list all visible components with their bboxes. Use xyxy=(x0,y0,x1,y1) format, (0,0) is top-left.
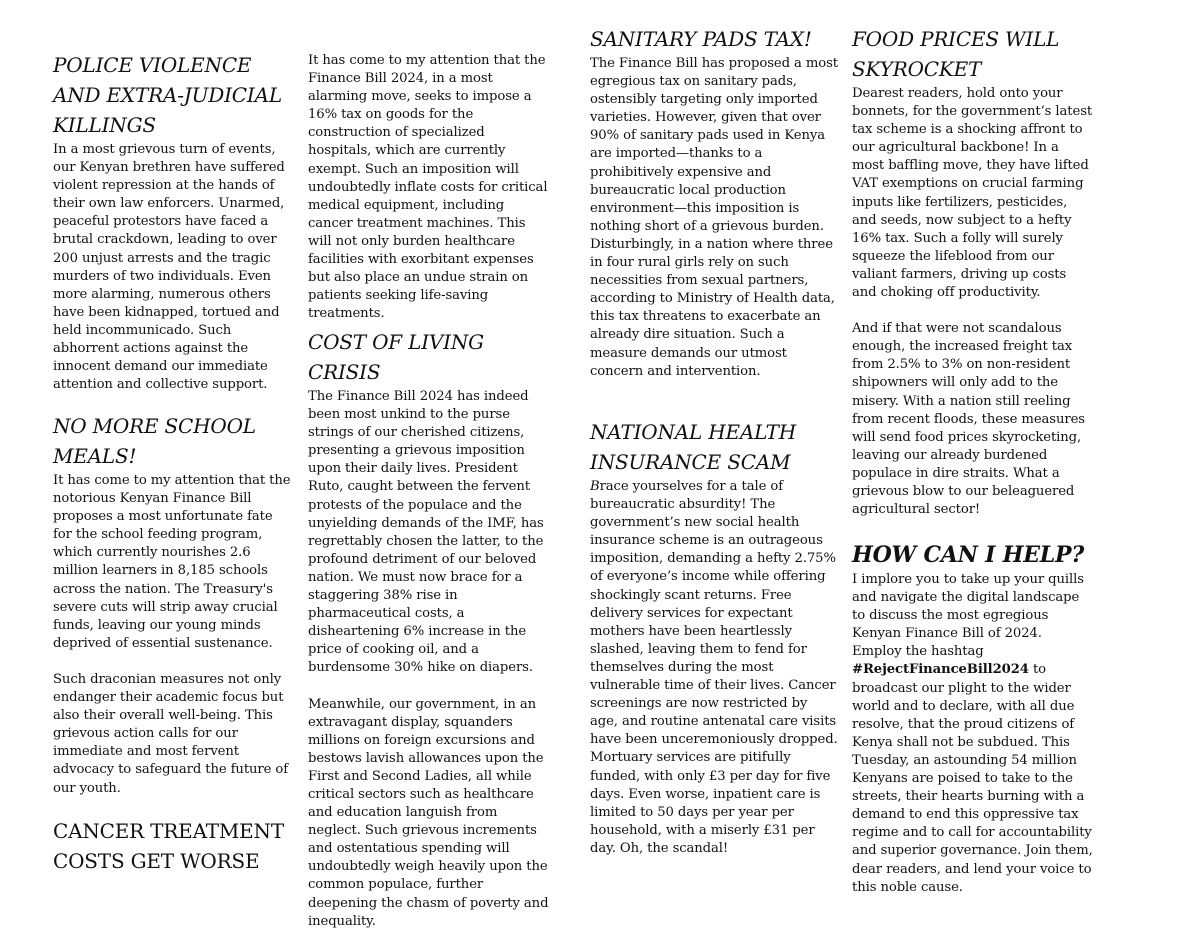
section-how-can-i-help xyxy=(852,540,1094,897)
heading-cost-of-living: COST OF LIVING CRISIS xyxy=(308,330,484,384)
paragraph-sanitary-pads: The Finance Bill has proposed a most egregious tax on sanitary pads, ostensibly targeting only imported varieties. However, given that over 90% of sanitary pads used in Kenya are imported—thanks to a prohibitively expensive and bureaucratic local production environment—this imposition is nothing short of a grievous burden. Disturbingly, in a nation where three in four rural girls rely on such necessities from sexual partners, according to Ministry of Health data, this tax threatens to exacerbate an already dire situation. Such a measure demands our utmost concern and intervention. xyxy=(590,56,838,379)
section-sanitary-pads-tax xyxy=(590,24,838,381)
help-text-after: to broadcast our plight to the wider world and to declare, with all due resolve, that the proud citizens of Kenya shall not be subdued. This Tuesday, an astounding 54 million Kenyans are poised to take to the streets, their hearts burning with a demand to end this oppressive tax regime and to call for accountability and superior governance. Join them, dear readers, and lend your voice to this noble cause. xyxy=(852,662,1093,895)
section-food-prices xyxy=(852,24,1094,519)
paragraph-hospitals: It has come to my attention that the Finance Bill 2024, in a most alarming move, seeks to impose a 16% tax on goods for the construction of specialized hospitals, which are currently exempt. Such an imposition will undoubtedly inflate costs for critical medical equipment, including cancer treatment machines. This will not only burden healthcare facilities with exorbitant expenses but also place an undue strain on patients seeking life-saving treatments. xyxy=(308,53,548,322)
paragraph-cost-of-living-2: Meanwhile, our government, in an extravagant display, squanders millions on foreign excursions and bestows lavish allowances upon the First and Second Ladies, all while critical sectors such as healthcare and education languish from neglect. Such grievous increments and ostentatious spending will undoubtedly weigh heavily upon the common populace, further deepening the chasm of poverty and inequality. xyxy=(308,696,549,929)
heading-sanitary-pads-tax: SANITARY PADS TAX! xyxy=(590,27,812,51)
paragraph-school-meals-1: It has come to my attention that the notorious Kenyan Finance Bill proposes a most unfortunate fate for the school feeding program, which currently nourishes 2.6 million learners in 8,185 schools across the nation. The Treasury's severe cuts will strip away crucial funds, leaving our young minds deprived of essential sustenance. xyxy=(53,473,291,651)
paragraph-food-prices-2: And if that were not scandalous enough, the increased freight tax from 2.5% to 3% on non-resident shipowners will only add to the misery. With a nation still reeling from recent floods, these measures will send food prices skyrocketing, leaving our already burdened populace in dire straits. What a grievous blow to our beleaguered agricultural sector! xyxy=(852,321,1085,518)
paragraph-health-insurance xyxy=(590,478,838,858)
heading-how-can-i-help: HOW CAN I HELP? xyxy=(852,542,1085,568)
heading-food-prices: FOOD PRICES WILL SKYROCKET xyxy=(852,27,1060,81)
paragraph-how-can-i-help xyxy=(852,571,1094,897)
heading-national-health-insurance: NATIONAL HEALTH INSURANCE SCAM xyxy=(590,420,796,474)
section-cancer-treatment-costs xyxy=(53,816,295,876)
section-cost-of-living xyxy=(308,327,558,931)
dropcap-letter: B xyxy=(590,479,600,494)
paragraph-health-insurance-text: race yourselves for a tale of bureaucratic absurdity! The government’s new social health insurance scheme is an outrageous imposition, demanding a hefty 2.75% of everyone’s income while offering shockingly scant returns. Free delivery services for expectant mothers have been heartlessly slashed, leaving them to fend for themselves during the most vulnerable time of their lives. Cancer screenings are now restricted by age, and routine antenatal care visits have been unceremoniously dropped. Mortuary services are pitifully funded, with only £3 per day for five days. Even worse, inpatient care is limited to 50 days per year per household, with a miserly £31 per day. Oh, the scandal! xyxy=(590,479,838,856)
section-no-more-school-meals xyxy=(53,411,295,798)
paragraph-food-prices-1: Dearest readers, hold onto your bonnets, for the government’s latest tax scheme is a shocking affront to our agricultural backbone! In a most baffling move, they have lifted VAT exemptions on crucial farming inputs like fertilizers, pesticides, and seeds, now subject to a hefty 16% tax. Such a folly will surely squeeze the lifeblood from our valiant farmers, driving up costs and choking off productivity. xyxy=(852,86,1093,301)
section-finance-bill-hospitals xyxy=(308,52,550,323)
help-text-before: I implore you to take up your quills and navigate the digital landscape to discuss the most egregious Kenyan Finance Bill of 2024. Employ the hashtag xyxy=(852,572,1084,660)
paragraph-cost-of-living-1: The Finance Bill 2024 has indeed been most unkind to the purse strings of our cherished citizens, presenting a grievous imposition upon their daily lives. President Ruto, caught between the fervent protests of the populace and the unyielding demands of the IMF, has regrettably chosen the latter, to the profound detriment of our beloved nation. We must now brace for a staggering 38% rise in pharmaceutical costs, a disheartening 6% increase in the price of cooking oil, and a burdensome 30% hike on diapers. xyxy=(308,389,544,676)
paragraph-school-meals-2: Such draconian measures not only endanger their academic focus but also their overall well-being. This grievous action calls for our immediate and most fervent advocacy to safeguard the future of our youth. xyxy=(53,671,289,796)
section-national-health-insurance xyxy=(590,417,838,858)
section-police-violence xyxy=(53,50,295,394)
hashtag-reject-finance-bill: #RejectFinanceBill2024 xyxy=(852,662,1029,678)
heading-police-violence: POLICE VIOLENCE AND EXTRA-JUDICIAL KILLINGS xyxy=(53,53,282,137)
heading-cancer-treatment-costs: CANCER TREATMENT COSTS GET WORSE xyxy=(53,819,284,873)
heading-no-more-school-meals: NO MORE SCHOOL MEALS! xyxy=(53,414,256,468)
paragraph-police-violence: In a most grievous turn of events, our Kenyan brethren have suffered violent repression at the hands of their own law enforcers. Unarmed, peaceful protestors have faced a brutal crackdown, leading to over 200 unjust arrests and the tragic murders of two individuals. Even more alarming, numerous others have been kidnapped, tortued and held incommunicado. Such abhorrent actions against the innocent demand our immediate attention and collective support. xyxy=(53,142,285,393)
